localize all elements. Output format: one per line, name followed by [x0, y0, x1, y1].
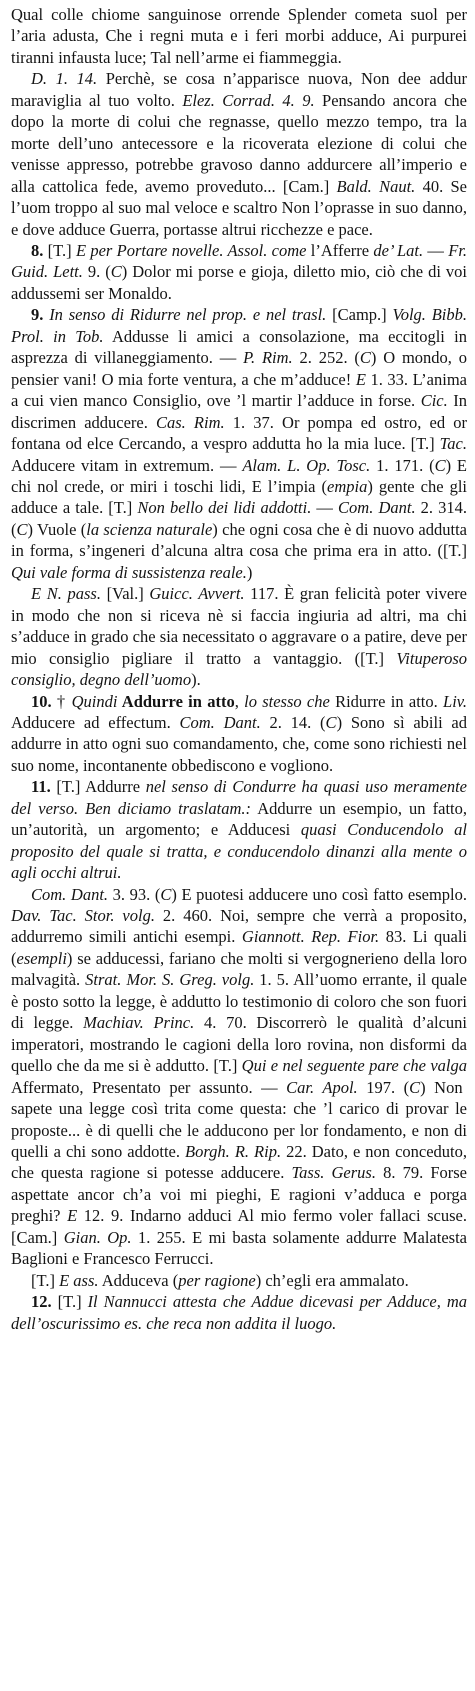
italic-run: Assol. come — [227, 240, 307, 260]
italic-run: C — [16, 519, 28, 539]
italic-run: C — [434, 455, 446, 475]
text-run: 12. 9. Indarno adduci Al mio fermo voler fallaci scuse. [Cam.] — [11, 1206, 468, 1247]
italic-run: Car. Apol. — [286, 1077, 358, 1097]
text-run: l’Afferre — [306, 240, 374, 260]
italic-run: C — [409, 1077, 421, 1097]
text-run: ) gente che gli adduce a tale. [T.] — [11, 476, 467, 518]
italic-run: empia — [327, 476, 368, 496]
text-run: ) se adducessi, fariano che molti si vergognerieno della loro malvagità. — [11, 948, 467, 990]
italic-run: Com. Dant. — [338, 498, 416, 518]
text-run: [Val.] — [100, 584, 150, 604]
text-run: Perchè, se cosa n’apparisce nuova, Non dee addur maraviglia al tuo volto. — [11, 69, 468, 110]
italic-run: Com. Dant. — [179, 712, 261, 732]
entry-paragraph — [11, 304, 467, 583]
entry-paragraph — [11, 68, 467, 240]
text-run: 1. 5. All’uomo errante, il quale è posto sotto la legge, è addutto lo testimonio di coloro che son fuori di legge. — [11, 970, 467, 1033]
text-run: Adduceva ( — [98, 1270, 179, 1290]
italic-run: C — [160, 884, 172, 904]
italic-run: In senso di Ridurre nel prop. e nel trasl. — [49, 305, 327, 325]
entry-paragraph — [11, 583, 467, 690]
italic-run: Guicc. Avvert. — [149, 584, 245, 604]
entry-paragraph — [11, 1270, 467, 1291]
italic-run: la scienza naturale — [86, 519, 213, 539]
text-run: ) Vuole ( — [27, 519, 87, 539]
italic-run: Com. Dant. — [31, 884, 109, 904]
italic-run: Dav. Tac. Stor. volg. — [11, 906, 155, 926]
italic-run: nel senso di Condurre ha quasi uso meramente del verso. Ben diciamo traslatam.: — [11, 777, 467, 818]
sense-number: Addurre in atto — [117, 691, 235, 711]
text-run: † — [51, 691, 72, 711]
italic-run: Fr. Guid. Lett. — [11, 240, 468, 282]
text-run: 2. 460. Noi, sempre che verrà a proposito, addurremo simili antichi esempi. — [11, 906, 467, 947]
italic-run: Bald. Naut. — [336, 176, 416, 196]
italic-run: lo stesso che — [244, 691, 330, 711]
italic-run: Giannott. Rep. Fior. — [241, 927, 380, 947]
entry-paragraph — [11, 4, 467, 68]
text-run: ) Dolor mi porse e gioja, diletto mio, ciò che di voi addussemi ser Monaldo. — [11, 262, 468, 303]
italic-run: C — [110, 262, 122, 282]
entry-paragraph — [11, 884, 467, 1270]
text-run: 8. 79. Forse aspettate ancor ch’a voi mi pieghi, E ragioni v’adduca e porga preghi? — [11, 1163, 467, 1226]
text-run: ) ch’egli era ammalato. — [255, 1270, 409, 1290]
text-run: 9. ( — [82, 262, 111, 282]
italic-run: Liv. — [443, 691, 468, 711]
text-run: ) E puotesi adducere uno così fatto esemplo. — [171, 884, 468, 904]
text-run: [T.] — [31, 1270, 60, 1290]
text-run: 2. 314. ( — [11, 498, 468, 539]
italic-run: esempli — [16, 948, 67, 968]
text-run: In discrimen adducere. — [11, 391, 467, 432]
text-run: Adducere ad effectum. — [11, 712, 180, 732]
sense-number: 8. — [31, 240, 44, 260]
text-run: Affermato, Presentato per assunto. — — [11, 1077, 287, 1097]
text-run: 117. È gran felicità poter vivere in modo che non si riceva nè si faccia ingiuria ad altri, ma chi s’adduce in grado che sia necessitato o aggravare o a patire, deve per mio consiglio pigliare il tratto a vantaggio. ([T.] — [11, 584, 467, 668]
sense-number: 11. — [31, 777, 51, 797]
italic-run: D. 1. 14. — [31, 69, 98, 89]
italic-run: Portare novelle. — [112, 240, 228, 260]
sense-number: 9. — [31, 305, 44, 325]
italic-run: Strat. Mor. S. Greg. volg. — [85, 970, 255, 990]
sense-number: 12. — [31, 1292, 52, 1312]
italic-run: E — [355, 369, 366, 389]
text-run: 197. ( — [357, 1077, 410, 1097]
text-run: ) Non sapete una legge così trita come questa: che ’l carico di provar le proposte... è di quelli che le adducono per lor fondamento, e non di quelli a chi sono addotte. — [11, 1077, 467, 1162]
text-run: 3. 93. ( — [108, 884, 161, 904]
italic-run: C — [359, 348, 371, 368]
italic-run: Qui vale forma di sussistenza reale. — [11, 562, 247, 582]
text-run: ) O mondo, o pensier vani! O mia forte ventura, a che m’adduce! — [11, 348, 468, 389]
text-run: — — [311, 498, 339, 518]
text-run: Ridurre in atto. — [329, 691, 444, 711]
text-run: [Camp.] — [326, 305, 393, 325]
entry-paragraph — [11, 240, 467, 304]
text-run: 2. 252. ( — [292, 348, 360, 368]
text-run: 1. 37. Or pompa ed ostro, ed or fontana od elce Cercando, a vespro addutta ho la mia luce. [T.] — [11, 412, 467, 454]
italic-run: Tac. — [439, 434, 467, 454]
text-run: 1. 255. E mi basta solamente addurre Malatesta Baglioni e Francesco Ferrucci. — [11, 1227, 467, 1269]
italic-run: Alam. L. Op. Tosc. — [242, 455, 371, 475]
text-run: — — [423, 240, 449, 260]
text-run: [T.] — [51, 1292, 88, 1312]
italic-run: de’ Lat. — [373, 240, 424, 260]
italic-run: per ragione — [178, 1270, 256, 1290]
text-run: Pensando ancora che dopo la morte di colui che regnasse, quello mezzo tempo, tra la morte dell’uno antecessore e la ricoverata elezione di colui che venisse appresso, potrebbe gravoso danno addurcere all’imperio e alla cattolica fede, avemo proveduto... [Cam.] — [11, 90, 468, 196]
text-run: 40. Se l’uom troppo al suo mal veloce e scaltro Non l’oprasse in suo danno, e dove adduce Guerra, portasse altrui ricchezze e pace. — [11, 176, 468, 239]
text-run: ) E chi nol crede, or miri i toschi lidi, E l’impia ( — [11, 455, 468, 496]
italic-run: Cic. — [420, 391, 448, 411]
italic-run: Qui e nel seguente pare che valga — [241, 1056, 467, 1076]
sense-number: 10. — [31, 691, 52, 711]
text-run: Qual colle chiome sanguinose orrende Splender cometa suol per l’aria adusta, Che i regni muta e i feri morbi adduce, Ai purpurei tiranni infausta luce; Tal nell’arme ei fiammeggia. — [11, 5, 467, 67]
text-run: 2. 14. ( — [260, 712, 326, 732]
italic-run: E — [67, 1206, 78, 1226]
italic-run: Elez. Corrad. 4. 9. — [182, 90, 315, 110]
italic-run: E N. pass. — [31, 584, 101, 604]
italic-run: E per — [75, 240, 113, 260]
italic-run: Volg. Bibb. Prol. in Tob. — [11, 305, 468, 346]
entry-paragraph — [11, 691, 467, 777]
text-run: Addurre un esempio, un fatto, un’autorità, un argomento; e Adducesi — [11, 798, 467, 840]
entry-paragraph — [11, 1291, 467, 1334]
italic-run: Il Nannucci attesta che Addue dicevasi per Adduce, ma dell’oscurissimo es. che reca non addita il luogo. — [11, 1292, 467, 1333]
italic-run: Cas. Rim. — [156, 412, 225, 432]
text-run: ) Sono sì abili ad addurre in atto ogni suo comandamento, che, come sono richiesti nel suo nome, incontanente obbediscono e vogliono. — [11, 712, 468, 775]
italic-run: E ass. — [59, 1270, 99, 1290]
text-run: 4. 70. Discorrerò le qualità d’alcuni imperatori, mostrando le cagioni della loro rovina, non disformi da quello che da me si è addutto. [T.] — [11, 1013, 467, 1076]
text-run: [T.] Addurre — [50, 777, 146, 797]
text-run: [T.] — [43, 240, 76, 260]
italic-run: Non bello dei lidi addotti. — [137, 498, 312, 518]
text-run: ) che ogni cosa che è di nuovo addutta in forma, s’ingeneri d’alcuna altra cosa che prima era in atto. ([T.] — [11, 519, 467, 561]
text-run: ) — [246, 562, 253, 582]
italic-run: Vituperoso consiglio, degno dell’uomo — [11, 648, 467, 690]
italic-run: Borgh. R. Rip. — [185, 1142, 282, 1162]
text-run: ). — [191, 670, 201, 690]
text-run: Addusse li amici a consolazione, ma eccitogli in asprezza di villaneggiamento. — — [11, 326, 468, 368]
italic-run: Tass. Gerus. — [291, 1163, 376, 1183]
italic-run: Machiav. Princ. — [83, 1013, 195, 1033]
entry-paragraph — [11, 776, 467, 883]
italic-run: P. Rim. — [243, 348, 293, 368]
text-run: 1. 33. L’anima a cui vien manco Consiglio, ove ’l martir l’adduce in forse. — [11, 369, 467, 411]
italic-run: Quindi — [71, 691, 118, 711]
italic-run: Gian. Op. — [63, 1227, 132, 1247]
text-run: 1. 171. ( — [370, 455, 435, 475]
italic-run: quasi Conducendolo al proposito del quale si tratta, e conducendolo dinanzi alla mente o agli occhi altrui. — [11, 820, 468, 883]
text-run: 83. Li quali ( — [11, 927, 468, 968]
italic-run: C — [325, 712, 337, 732]
text-run: 22. Dato, e non conceduto, che questa ragione si potesse adducere. — [11, 1142, 468, 1183]
text-run: , — [234, 691, 245, 711]
text-run: Adducere vitam in extremum. — — [11, 455, 243, 475]
